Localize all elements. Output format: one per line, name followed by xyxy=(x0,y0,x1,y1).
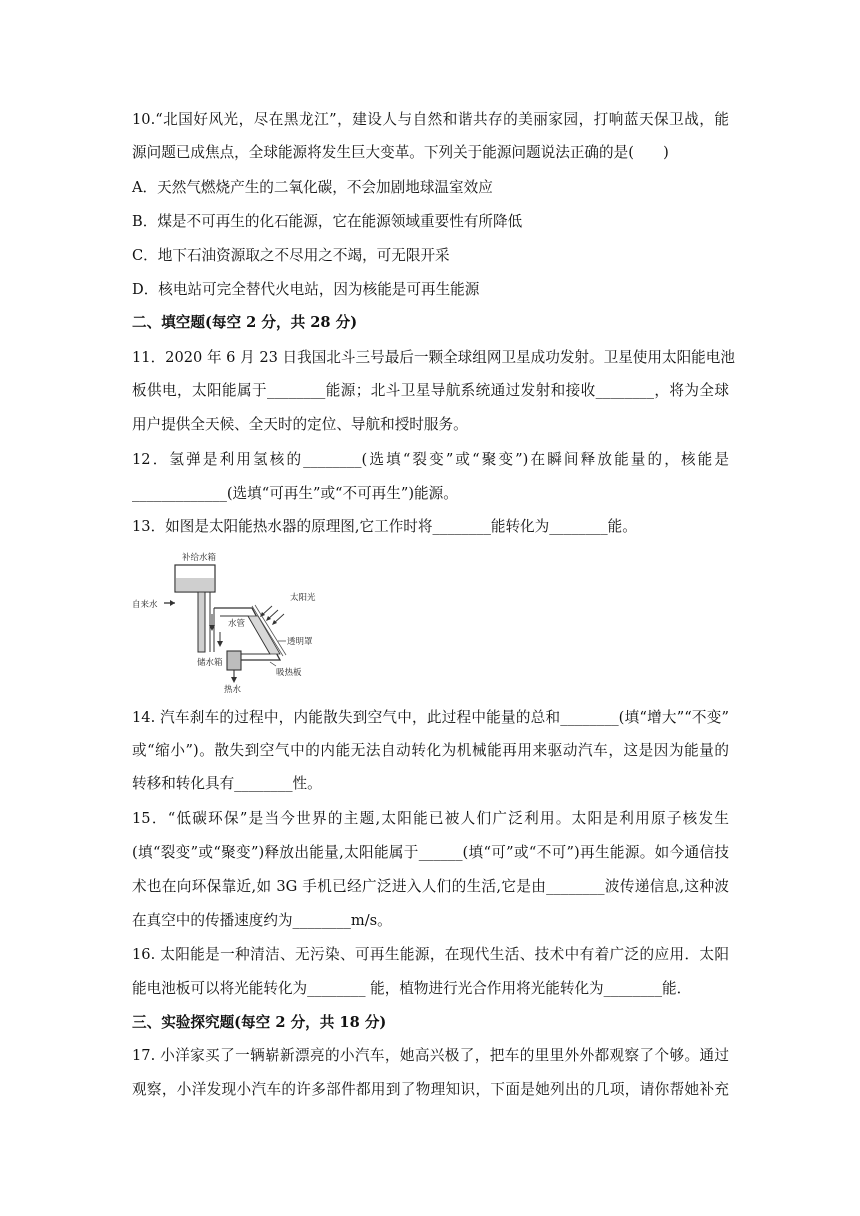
q10-option-d: D．核电站可完全替代火电站，因为核能是可再生能源 xyxy=(132,281,480,298)
supply-tank-water xyxy=(176,578,214,591)
q13-line-1: 13．如图是太阳能热水器的原理图,它工作时将________能转化为________能。 xyxy=(132,518,637,535)
section-2-heading: 二、填空题(每空 2 分，共 28 分) xyxy=(132,314,358,331)
q14-line-3: 转移和转化具有________性。 xyxy=(132,775,322,792)
q14-line-1: 14. 汽车刹车的过程中，内能散失到空气中，此过程中能量的总和________(填“增大”“不变” xyxy=(132,709,729,726)
label-supply-tank: 补给水箱 xyxy=(182,553,217,563)
label-transparent-cover: 透明罩 xyxy=(287,637,313,647)
q10-option-a: A．天然气燃烧产生的二氧化碳，不会加剧地球温室效应 xyxy=(132,179,493,196)
q17-line-2: 观察，小洋发现小汽车的许多部件都用到了物理知识，下面是她列出的几项，请你帮她补充 xyxy=(132,1081,729,1098)
q10-option-b: B．煤是不可再生的化石能源，它在能源领域重要性有所降低 xyxy=(132,213,523,230)
outlet-arrow xyxy=(231,677,237,683)
q12-line-1: 12．氢弹是利用氢核的________(选填“裂变”或“聚变”)在瞬间释放能量的，核能是 xyxy=(132,451,729,468)
q11-line-1: 11．2020 年 6 月 23 日我国北斗三号最后一颗全球组网卫星成功发射。卫星使用太阳能电池 xyxy=(132,349,735,366)
label-water-pipe: 水管 xyxy=(228,619,246,629)
section-3-heading: 三、实验探究题(每空 2 分，共 18 分) xyxy=(132,1014,387,1031)
label-absorber-plate: 吸热板 xyxy=(276,668,302,678)
flow-arrow-2 xyxy=(217,641,223,647)
q10-line-1: 10.“北国好风光，尽在黑龙江”，建设人与自然和谐共存的美丽家园，打响蓝天保卫战，能 xyxy=(132,111,729,128)
storage-tank-shape xyxy=(227,651,241,670)
label-storage-tank: 储水箱 xyxy=(197,658,223,668)
label-tap-water: 自来水 xyxy=(132,600,158,610)
q12-line-2: _____________(选填“可再生”或“不可再生”)能源。 xyxy=(132,485,458,502)
q14-line-2: 或“缩小”)。散失到空气中的内能无法自动转化为机械能再用来驱动汽车，这是因为能量的 xyxy=(132,742,729,759)
q15-line-3: 术也在向环保靠近,如 3G 手机已经广泛进入人们的生活,它是由________波传递信息,这种波 xyxy=(132,878,729,895)
q15-line-1: 15．“低碳环保”是当今世界的主题,太阳能已被人们广泛利用。太阳是利用原子核发生 xyxy=(132,810,729,827)
q11-line-2: 板供电，太阳能属于________能源；北斗卫星导航系统通过发射和接收________，将为全球 xyxy=(132,382,729,399)
q16-line-1: 16. 太阳能是一种清洁、无污染、可再生能源，在现代生活、技术中有着广泛的应用．太阳 xyxy=(132,946,729,963)
solar-water-heater-diagram xyxy=(130,548,320,693)
leader-absorber-plate xyxy=(270,662,276,666)
q15-line-4: 在真空中的传播速度约为________m/s。 xyxy=(132,912,392,929)
q15-line-2: (填“裂变”或“聚变”)释放出能量,太阳能属于______(填“可”或“不可”)再生能源。如今通信技 xyxy=(132,844,729,861)
q16-line-2: 能电池板可以将光能转化为________ 能，植物进行光合作用将光能转化为________能． xyxy=(132,980,692,997)
q10-option-c: C．地下石油资源取之不尽用之不竭，可无限开采 xyxy=(132,247,450,264)
q11-line-3: 用户提供全天候、全天时的定位、导航和授时服务。 xyxy=(132,416,468,433)
inlet-arrow xyxy=(170,600,175,606)
label-hot-water: 热水 xyxy=(224,685,242,693)
q17-line-1: 17. 小洋家买了一辆崭新漂亮的小汽车，她高兴极了，把车的里里外外都观察了个够。通过 xyxy=(132,1047,729,1064)
down-pipe xyxy=(198,592,205,652)
q10-line-2: 源问题已成焦点，全球能源将发生巨大变革。下列关于能源问题说法正确的是( ) xyxy=(132,144,669,161)
label-sunlight: 太阳光 xyxy=(290,593,316,603)
